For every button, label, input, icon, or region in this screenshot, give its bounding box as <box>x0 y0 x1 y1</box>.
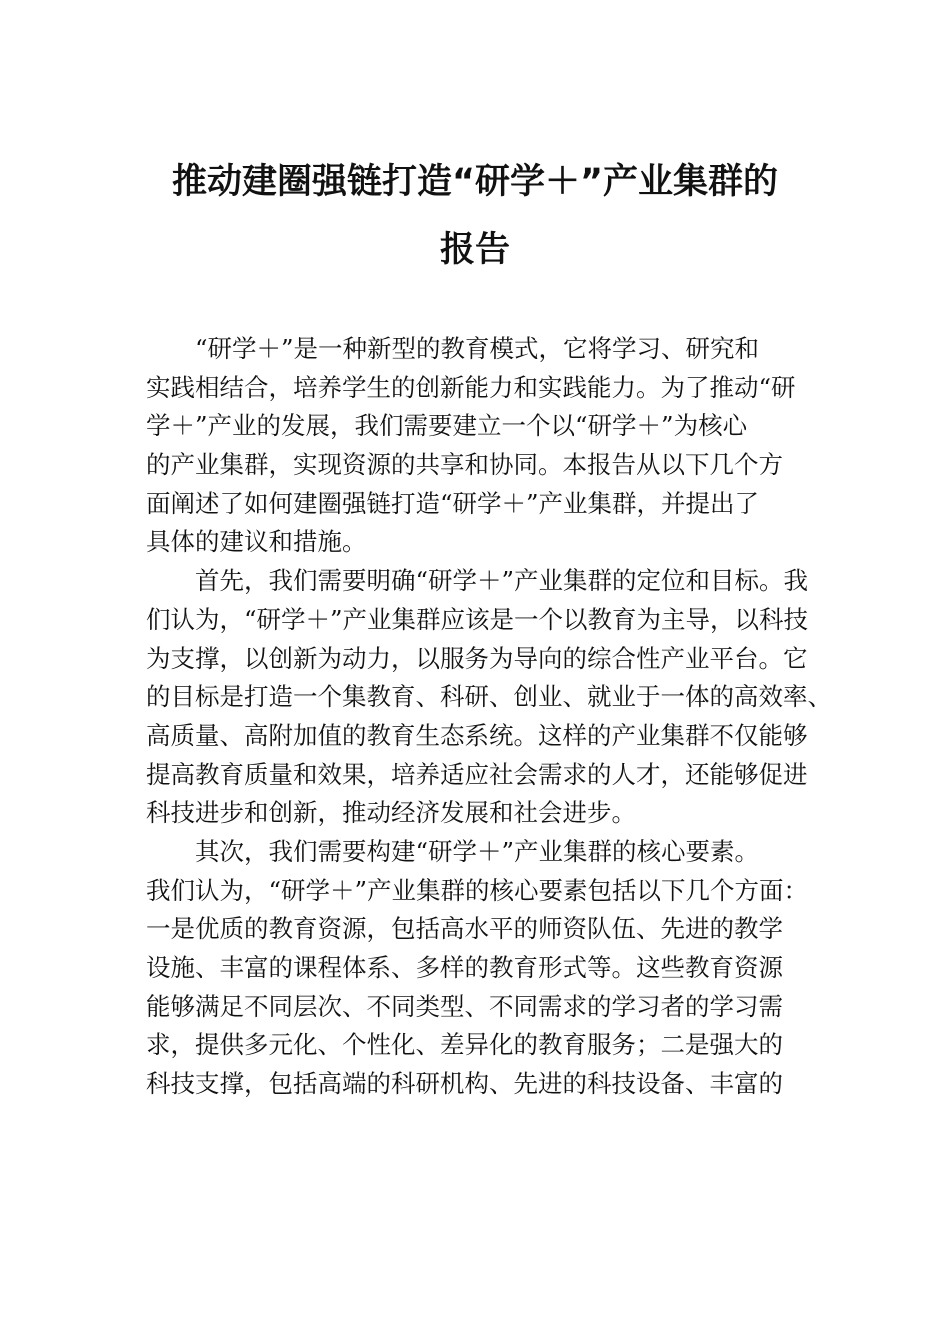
text-line: 首先，我们需要明确“研学＋”产业集群的定位和目标。我 <box>195 566 809 596</box>
text-line: 们认为，“研学＋”产业集群应该是一个以教育为主导，以科技 <box>146 604 809 634</box>
document-title-line-1: 推动建圈强链打造“研学＋”产业集群的 <box>171 162 778 202</box>
text-line: 科技进步和创新，推动经济发展和社会进步。 <box>146 798 636 828</box>
paragraph-positioning <box>146 562 846 833</box>
paragraph-intro <box>146 330 846 562</box>
text-line: 具体的建议和措施。 <box>146 527 367 557</box>
text-line: 求，提供多元化、个性化、差异化的教育服务；二是强大的 <box>146 1030 783 1060</box>
text-line: 实践相结合，培养学生的创新能力和实践能力。为了推动“研 <box>146 372 796 402</box>
document-body <box>146 330 846 1104</box>
text-line: 学＋”产业的发展，我们需要建立一个以“研学＋”为核心 <box>146 411 748 441</box>
text-line: 提高教育质量和效果，培养适应社会需求的人才，还能够促进 <box>146 759 808 789</box>
text-line: 其次，我们需要构建“研学＋”产业集群的核心要素。 <box>195 836 760 866</box>
text-line: 科技支撑，包括高端的科研机构、先进的科技设备、丰富的 <box>146 1069 783 1099</box>
text-line: 设施、丰富的课程体系、多样的教育形式等。这些教育资源 <box>146 953 783 982</box>
text-line: 的产业集群，实现资源的共享和协同。本报告从以下几个方 <box>146 450 783 480</box>
text-line: 为支撑，以创新为动力，以服务为导向的综合性产业平台。它 <box>146 643 808 673</box>
text-line: 的目标是打造一个集教育、科研、创业、就业于一体的高效率、 <box>146 682 832 712</box>
text-line: 面阐述了如何建圈强链打造“研学＋”产业集群，并提出了 <box>146 488 760 518</box>
text-line: “研学＋”是一种新型的教育模式，它将学习、研究和 <box>195 334 760 363</box>
text-line: 高质量、高附加值的教育生态系统。这样的产业集群不仅能够 <box>146 720 808 750</box>
text-line: 我们认为，“研学＋”产业集群的核心要素包括以下几个方面： <box>146 875 809 905</box>
document-title-line-2: 报告 <box>439 230 510 270</box>
paragraph-core-elements <box>146 833 846 1104</box>
text-line: 一是优质的教育资源，包括高水平的师资队伍、先进的教学 <box>146 914 783 944</box>
text-line: 能够满足不同层次、不同类型、不同需求的学习者的学习需 <box>146 991 783 1021</box>
